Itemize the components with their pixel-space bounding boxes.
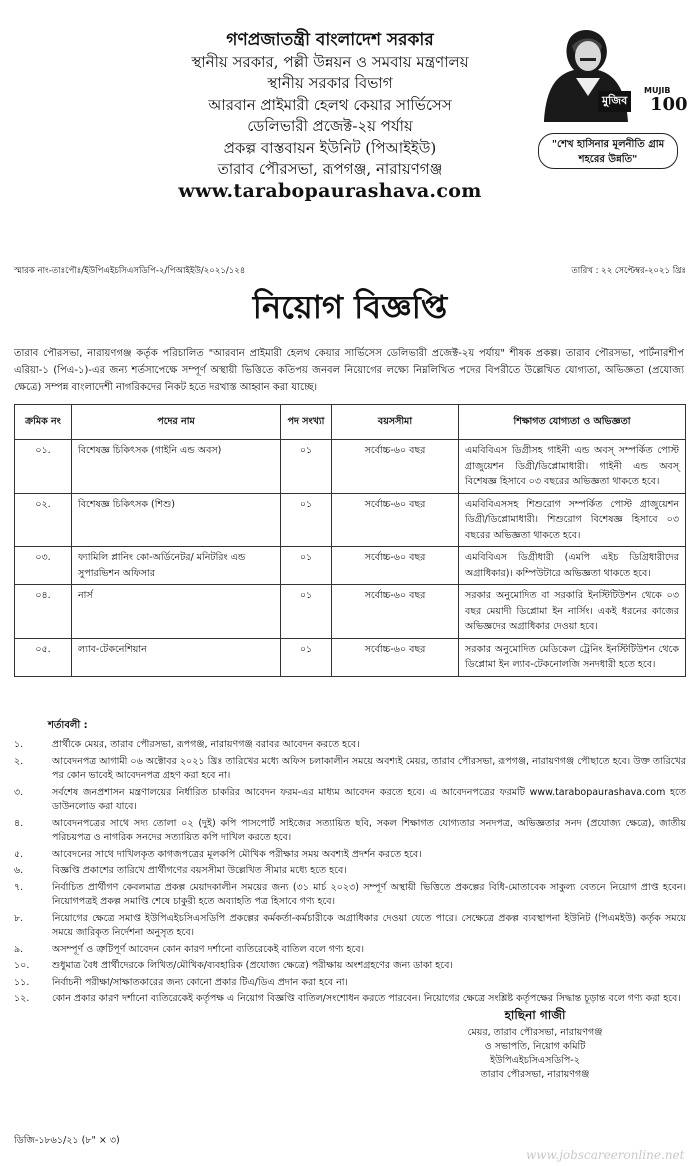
condition-text: নির্বাচিত প্রার্থীগণ কেবলমাত্র প্রকল্প মেয়াদকালীন সময়ের জন্য (৩১ মার্চ ২০২৩) সম্পূর্ণ অস্থায়ী ভিত্তিতে প্রকল্পের বিধি-মোতাবেক সাকুল্য বেতনে নিয়োগ প্রাপ্ত হবেন। নিয়োগপত্রই প্রকল্প সমাপ্তি শেষে চাকুরী হতে অব্যাহতি পত্র হিসাবে গণ্য হবে। bbox=[52, 881, 686, 907]
row-serial: ০৫. bbox=[15, 638, 72, 676]
table-header-row bbox=[15, 405, 686, 440]
govt-name: গণপ্রজাতন্ত্রী বাংলাদেশ সরকার bbox=[226, 30, 434, 50]
list-item bbox=[14, 976, 686, 991]
row-post: বিশেষজ্ঞ চিকিৎসক (গাইনি এন্ড অবস) bbox=[72, 440, 281, 494]
condition-text: অসম্পূর্ণ ও ত্রুটিপূর্ণ আবেদন কোন কারণ দর্শানো ব্যতিরেকেই বাতিল বলে গণ্য হবে। bbox=[52, 943, 364, 955]
list-item bbox=[14, 864, 686, 879]
col-qualification: শিক্ষাগত যোগ্যতা ও অভিজ্ঞতা bbox=[459, 405, 686, 440]
row-count: ০১ bbox=[281, 638, 332, 676]
notice-date: তারিখ : ২২ সেপ্টেম্বর-২০২১ খ্রিঃ bbox=[571, 266, 686, 276]
signatory-title: মেয়র, তারাব পৌরসভা, নারায়ণগঞ্জ bbox=[467, 1027, 603, 1038]
dg-number: ডিজি-১৮৬১/২১ (৮" × ৩) bbox=[14, 1135, 120, 1146]
row-age: সর্বোচ্চ-৬০ বছর bbox=[332, 585, 459, 639]
header bbox=[0, 8, 700, 260]
condition-text: বিজ্ঞপ্তি প্রকাশের তারিখে প্রার্থীগণের বয়সসীমা উল্লেখিত সীমার মধ্যে হতে হবে। bbox=[52, 865, 347, 876]
condition-text: শুধুমাত্র বৈধ প্রার্থীদেরকে লিখিত/মৌখিক/ব্যবহারিক (প্রযোজ্য ক্ষেত্রে) পরীক্ষায় অংশগ্রহণের জন্য ডাকা হবে। bbox=[52, 960, 453, 971]
col-age: বয়সসীমা bbox=[332, 405, 459, 440]
row-count: ০১ bbox=[281, 547, 332, 585]
condition-text: সর্বশেষ জনপ্রশাসন মন্ত্রণালয়ের নির্ধারিত চাকরির আবেদন ফরম-এর মাধ্যম আবেদন করতে হবে। এ আবেদনপত্রের ফরমটি www.tarabopaurashava.com হতে ডাউনলোড করা যাবে। bbox=[52, 786, 686, 812]
row-age: সর্বোচ্চ-৬০ বছর bbox=[332, 547, 459, 585]
row-qualification: এমবিবিএস ডিগ্রীধারী (এমপি এইচ ডিগ্রিধারীদের অগ্রাধিকার)। কম্পিউটারে অভিজ্ঞতা থাকতে হবে। bbox=[459, 547, 686, 585]
row-count: ০১ bbox=[281, 585, 332, 639]
condition-number: ২. bbox=[14, 755, 24, 767]
row-qualification: এমবিবিএসসহ শিশুরোগ সম্পর্কিত পোস্ট গ্রাজুয়েশন ডিগ্রী/ডিপ্লোমাধারী। শিশুরোগ বিশেষজ্ঞ হিসাবে ০৩ বছরের অভিজ্ঞতা থাকতে হবে। bbox=[459, 493, 686, 547]
condition-number: ৪. bbox=[14, 817, 24, 829]
list-item bbox=[14, 881, 686, 910]
row-qualification: সরকার অনুমোদিত বা সরকারি ইনস্টিটিউশন থেকে ০৩ বছর মেয়াদী ডিপ্লোমা ইন নার্সিং। একই ধরনের কাজের অভিজ্ঞদের অগ্রাধিকার দেওয়া হবে। bbox=[459, 585, 686, 639]
list-item bbox=[14, 786, 686, 815]
condition-text: আবেদনপত্রের সাথে সদ্য তোলা ০২ (দুই) কপি পাসপোর্ট সাইজের সত্যায়িত ছবি, সকল শিক্ষাগত যোগ্যতার সনদপত্র, অভিজ্ঞতার সনদ (প্রযোজ্য ক্ষেত্রে), জাতীয় পরিচয়পত্র ও নাগরিক সনদের সত্যায়িত কপি দাখিল করতে হবে। bbox=[52, 817, 686, 843]
posts-table bbox=[14, 404, 686, 677]
condition-number: ৭. bbox=[14, 881, 24, 893]
row-count: ০১ bbox=[281, 440, 332, 494]
mujib-100-logo bbox=[536, 26, 688, 126]
header-lines bbox=[110, 30, 550, 202]
condition-number: ১. bbox=[14, 739, 24, 750]
table-row bbox=[15, 440, 686, 494]
signatory-committee: ও সভাপতি, নিয়োগ কমিটি bbox=[484, 1041, 586, 1052]
location: তারাব পৌরসভা, রূপগঞ্জ, নারায়ণগঞ্জ bbox=[217, 160, 443, 178]
mujib-en-label: MUJIB bbox=[644, 86, 671, 95]
memo-number: স্মারক নাং-তাঃপৌঃ/ইউপিএইচসিএসডিপি-২/পিআইইউ/২০২১/১২৪ bbox=[14, 266, 246, 276]
condition-number: ১১. bbox=[14, 976, 30, 988]
list-item bbox=[14, 755, 686, 784]
signatory-project: ইউপিএইচসিএসডিপি-২ bbox=[490, 1055, 580, 1066]
condition-number: ১০. bbox=[14, 960, 30, 971]
list-item bbox=[14, 943, 686, 958]
mujib-100-label: 100 bbox=[650, 94, 688, 115]
condition-number: ৫. bbox=[14, 848, 24, 860]
division-name: স্থানীয় সরকার বিভাগ bbox=[267, 74, 393, 92]
signatory-name: হাছিনা গাজী bbox=[504, 1008, 566, 1022]
list-item bbox=[14, 848, 686, 863]
website-link[interactable]: www.tarabopaurashava.com bbox=[178, 179, 482, 202]
table-row bbox=[15, 638, 686, 676]
project-name: আরবান প্রাইমারী হেলথ কেয়ার সার্ভিসেস bbox=[208, 95, 452, 114]
condition-number: ৯. bbox=[14, 943, 24, 955]
row-post: নার্স bbox=[72, 585, 281, 639]
conditions-title: শর্তাবলী : bbox=[48, 720, 88, 731]
row-post: ফ্যামিলি প্লানিং কো-অর্ডিনেটর/ মনিটরিং এন্ড সুপারভিশন অফিসার bbox=[72, 547, 281, 585]
watermark: www.jobscareeronline.net bbox=[526, 1148, 685, 1162]
row-post: বিশেষজ্ঞ চিকিৎসক (শিশু) bbox=[72, 493, 281, 547]
list-item bbox=[14, 738, 686, 753]
condition-text: প্রার্থীকে মেয়র, তারাব পৌরসভা, রূপগঞ্জ, নারায়ণগঞ্জ বরাবর আবেদন করতে হবে। bbox=[52, 739, 360, 750]
row-serial: ০১. bbox=[15, 440, 72, 494]
row-qualification: এমবিবিএস ডিগ্রীসহ গাইনী এন্ড অবস্‌ সম্পর্কিত পোস্ট গ্রাজুয়েশন ডিগ্রী/ডিপ্লোমাধারী। গাইনী এন্ড অবস্‌ বিশেষজ্ঞ হিসাবে ০৩ বছরের অভিজ্ঞতা থাকতে হবে। bbox=[459, 440, 686, 494]
conditions-list bbox=[14, 738, 686, 1009]
list-item bbox=[14, 817, 686, 846]
row-serial: ০৩. bbox=[15, 547, 72, 585]
col-serial: ক্রমিক নং bbox=[15, 405, 72, 440]
col-post: পদের নাম bbox=[72, 405, 281, 440]
row-count: ০১ bbox=[281, 493, 332, 547]
slogan-badge: "শেখ হাসিনার মূলনীতি গ্রাম শহরের উন্নতি" bbox=[538, 133, 678, 169]
project-phase: ডেলিভারী প্রজেক্ট-২য় পর্যায় bbox=[247, 117, 413, 135]
row-post: ল্যাব-টেকনেশিয়ান bbox=[72, 638, 281, 676]
condition-number: ৩. bbox=[14, 786, 24, 798]
condition-text: নির্বাচনী পরীক্ষা/সাক্ষাতকারের জন্য কোনো প্রকার টিএ/ডিএ প্রদান করা হবে না। bbox=[52, 976, 348, 988]
implementation-unit: প্রকল্প বাস্তবায়ন ইউনিট (পিআইইউ) bbox=[223, 138, 437, 157]
condition-text: কোন প্রকার কারণ দর্শানো ব্যতিরেকেই কর্তৃপক্ষ এ নিয়োগ বিজ্ঞপ্তি বাতিল/সংশোধন করতে পারবেন। নিয়োগের ক্ষেত্রে সংশ্লিষ্ট কর্তৃপক্ষের সিদ্ধান্ত চূড়ান্ত বলে গণ্য করা হবে। bbox=[52, 993, 681, 1004]
list-item bbox=[14, 912, 686, 941]
row-age: সর্বোচ্চ-৬০ বছর bbox=[332, 440, 459, 494]
condition-text: নিয়োগের ক্ষেত্রে সমাপ্ত ইউপিএইচসিএসডিপি প্রকল্পের কর্মকর্তা-কর্মচারীকে অগ্রাধিকার দেওয়া যেতে পারে। সেক্ষেত্রে প্রকল্প ব্যবস্থাপনা ইউনিট (পিএমইউ) কর্তৃক সময়ে সময়ে জারিকৃত নির্দেশনা অনুসৃত হবে। bbox=[52, 912, 686, 938]
row-age: সর্বোচ্চ-৬০ বছর bbox=[332, 638, 459, 676]
row-serial: ০৪. bbox=[15, 585, 72, 639]
row-qualification: সরকার অনুমোদিত মেডিকেল ট্রেনিং ইনস্টিটিউশন থেকে ডিপ্লোমা ইন ল্যাব-টেকনোলজি সনদধারী হতে হবে। bbox=[459, 638, 686, 676]
intro-paragraph: তারাব পৌরসভা, নারায়ণগঞ্জ কর্তৃক পরিচালিত "আরবান প্রাইমারী হেলথ কেয়ার সার্ভিসেস ডেলিভারী প্রজেক্ট-২য় পর্যায়" শীষক প্রকল্প। তারাব পৌরসভা, পার্টনারশীপ এরিয়া-১ (পিএ-১)-এর জন্য শর্তসাপেক্ষে সম্পূর্ণ অস্থায়ী ভিত্তিতে কতিপয় জনবল নিয়োগের লক্ষ্যে নিম্নলিখিত পদের বিপরীতে উল্লেখিত যোগ্যতা, অভিজ্ঞতা (প্রযোজ্য ক্ষেত্রে) সম্পন্ন বাংলাদেশী নাগরিকদের নিকট হতে দরখাস্ত আহ্বান করা যাচ্ছে। bbox=[14, 348, 684, 393]
condition-number: ১২. bbox=[14, 993, 30, 1004]
table-row bbox=[15, 547, 686, 585]
col-count: পদ সংখ্যা bbox=[281, 405, 332, 440]
condition-number: ৮. bbox=[14, 912, 24, 924]
ministry-name: স্থানীয় সরকার, পল্লী উন্নয়ন ও সমবায় মন্ত্রণালয় bbox=[191, 52, 469, 71]
condition-text: আবেদনের সাথে দাখিলকৃত কাগজপত্রের মূলকপি মৌখিক পরীক্ষার সময় অবশ্যই প্রদর্শন করতে হবে। bbox=[52, 848, 422, 860]
table-row bbox=[15, 493, 686, 547]
table-row bbox=[15, 585, 686, 639]
signature-block bbox=[420, 1004, 650, 1082]
condition-text: আবেদনপত্র আগামী ০৬ অক্টোবর ২০২১ খ্রিঃ তারিখের মধ্যে অফিস চলাকালীন সময়ে অবশ্যই মেয়র, তারাব পৌরসভা, রূপগঞ্জ, নারায়ণগঞ্জ পৌছাতে হবে। উক্ত তারিখের পর কোন ভাবেই আবেদনপত্র গ্রহণ করা হবে না। bbox=[52, 755, 686, 781]
row-age: সর্বোচ্চ-৬০ বছর bbox=[332, 493, 459, 547]
condition-number: ৬. bbox=[14, 865, 24, 876]
mujib-label: মুজিব bbox=[598, 91, 631, 112]
signatory-office: তারাব পৌরসভা, নারায়ণগঞ্জ bbox=[480, 1069, 590, 1080]
row-serial: ০২. bbox=[15, 493, 72, 547]
list-item bbox=[14, 959, 686, 974]
page-title: নিয়োগ বিজ্ঞপ্তি bbox=[252, 288, 448, 326]
